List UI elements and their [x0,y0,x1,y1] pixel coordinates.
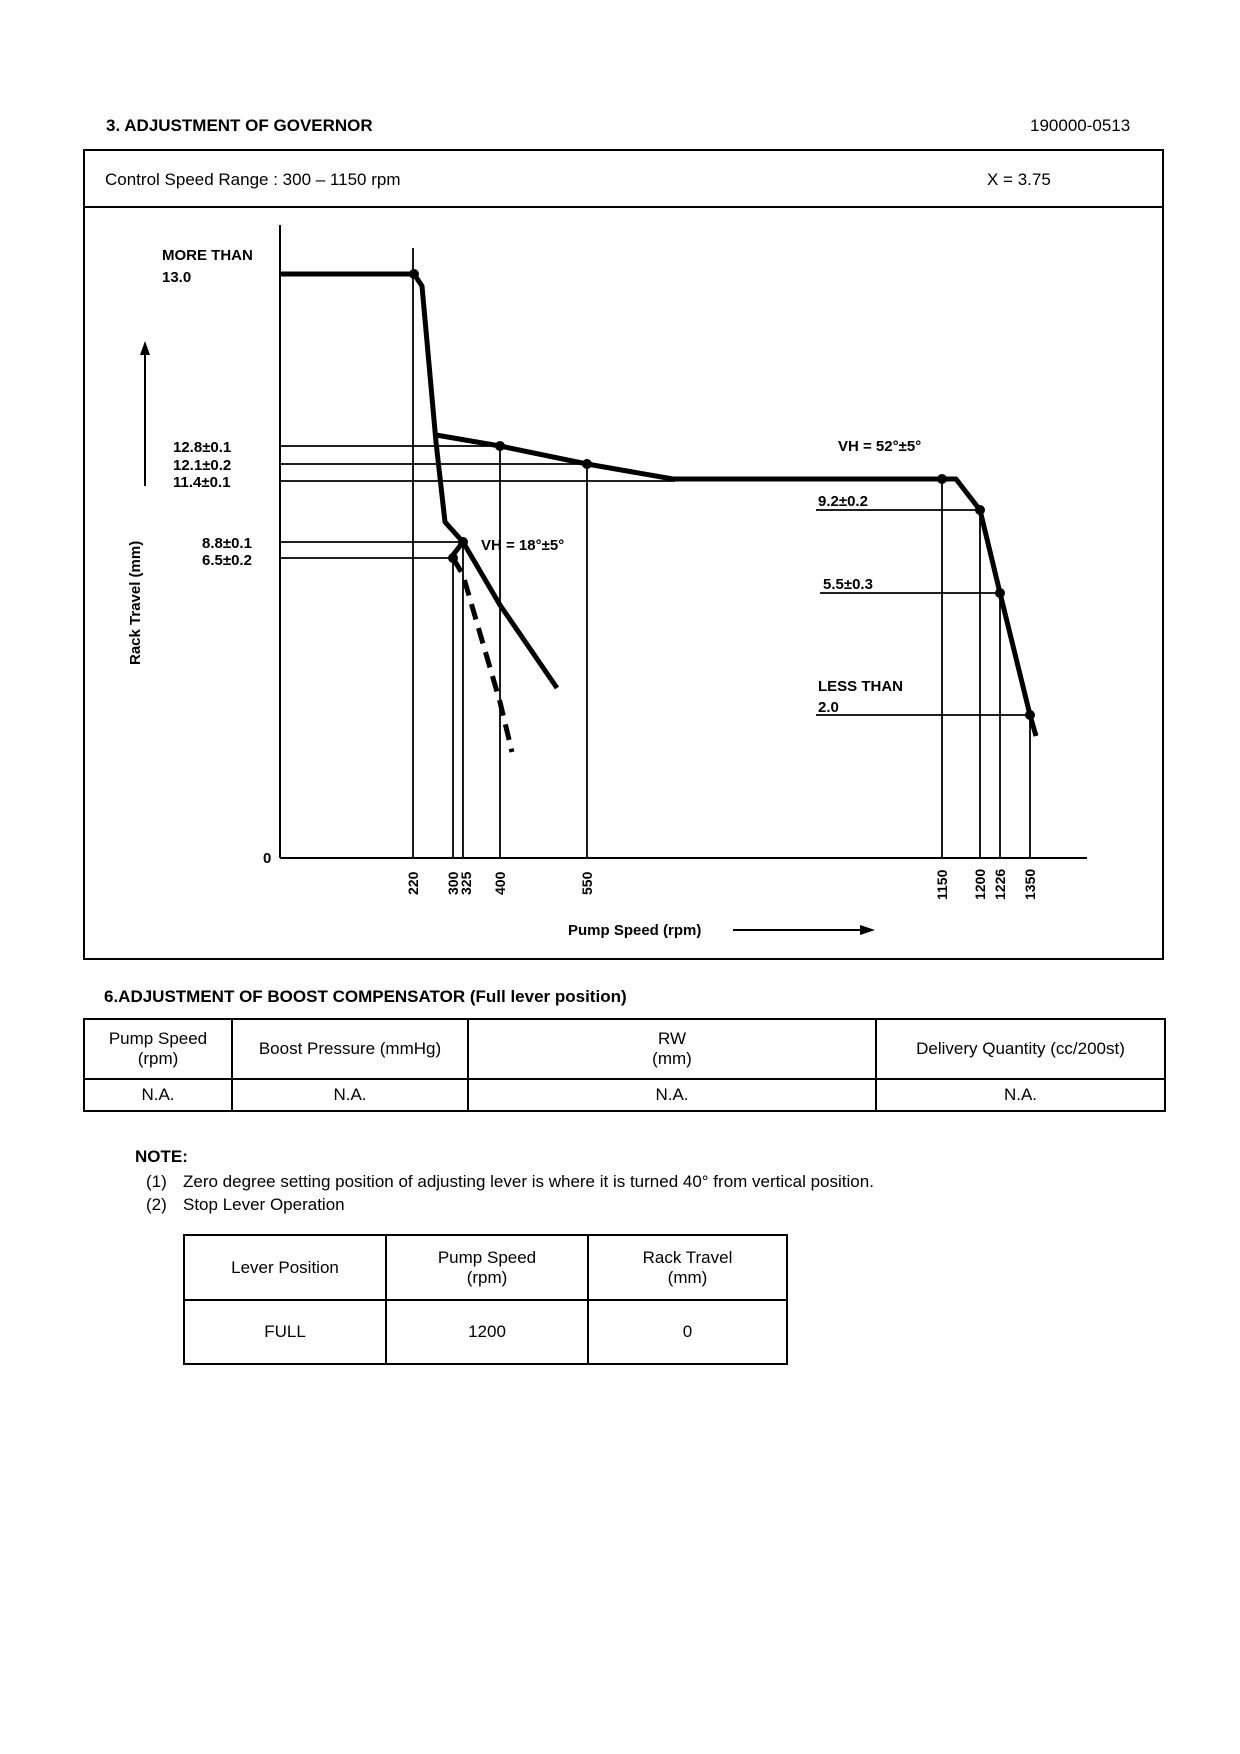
y-axis-title: Rack Travel (mm) [127,540,144,665]
y-origin-label: 0 [263,850,272,867]
table-cell: N.A. [468,1079,876,1111]
x-tick-label: 1150 [934,869,950,900]
x-tick-label: 1200 [972,868,988,900]
table-cell: N.A. [232,1079,468,1111]
table-header-cell: Pump Speed (rpm) [84,1019,232,1079]
note-number: (2) [146,1195,167,1214]
control-speed-range: Control Speed Range : 300 – 1150 rpm [105,170,401,189]
annotation-label: VH = 52°±5° [838,438,922,455]
table-header-cell: Rack Travel (mm) [588,1235,787,1300]
data-point [1025,710,1035,720]
x-tick-label: 400 [492,871,508,895]
x-axis-arrowhead [860,925,875,935]
note-heading: NOTE: [135,1147,188,1166]
x-value: X = 3.75 [987,170,1051,189]
x-tick-label: 220 [405,871,421,895]
data-point [448,553,458,563]
y-tick-label: 11.4±0.1 [173,474,231,491]
y-tick-label: 12.8±0.1 [173,439,232,456]
table-cell: 1200 [386,1300,588,1364]
table-cell: FULL [184,1300,386,1364]
x-tick-label: 1226 [992,868,1008,900]
note-number: (1) [146,1172,167,1191]
series-line [453,558,512,752]
table-header-cell: Pump Speed (rpm) [386,1235,588,1300]
governor-box-divider [83,206,1164,208]
governor-chart [120,220,1090,955]
table-header-cell: Lever Position [184,1235,386,1300]
data-point [495,441,505,451]
data-point [409,269,419,279]
y-tick-label: MORE THAN [162,247,253,264]
x-tick-label: 1350 [1022,868,1038,900]
x-tick-label: 325 [458,871,474,895]
table-header-cell: Delivery Quantity (cc/200st) [876,1019,1165,1079]
table-header-row [84,1019,1165,1079]
data-point [995,588,1005,598]
boost-section-title: 6.ADJUSTMENT OF BOOST COMPENSATOR (Full lever position) [104,987,627,1006]
table-cell: 0 [588,1300,787,1364]
annotation-label: 9.2±0.2 [818,493,868,510]
annotation-label: VH = 18°±5° [481,537,565,554]
y-tick-label: 12.1±0.2 [173,457,232,474]
stop-lever-table [183,1234,788,1365]
note-text: Stop Lever Operation [183,1195,345,1214]
data-point [458,537,468,547]
x-axis-title: Pump Speed (rpm) [568,922,702,939]
data-point [582,459,592,469]
series-line [453,542,557,688]
y-tick-label: 13.0 [162,269,192,286]
table-row [184,1300,787,1364]
table-header-cell: Boost Pressure (mmHg) [232,1019,468,1079]
x-tick-label: 300 [445,871,461,895]
table-header-row [184,1235,787,1300]
y-axis-arrowhead [140,341,150,355]
y-tick-label: 8.8±0.1 [202,535,252,552]
note-text: Zero degree setting position of adjusting lever is where it is turned 40° from vertical position. [183,1172,874,1191]
document-code: 190000-0513 [1030,116,1131,135]
data-point [937,474,947,484]
section-title: 3. ADJUSTMENT OF GOVERNOR [106,116,373,135]
series-line [280,274,463,542]
annotation-label: 5.5±0.3 [823,576,873,593]
table-row [84,1079,1165,1111]
data-point [975,505,985,515]
boost-table [83,1018,1166,1112]
annotation-label: LESS THAN [818,678,904,695]
y-tick-label: 6.5±0.2 [202,552,252,569]
table-cell: N.A. [876,1079,1165,1111]
annotation-label: 2.0 [818,699,839,716]
table-header-cell: RW (mm) [468,1019,876,1079]
table-cell: N.A. [84,1079,232,1111]
x-tick-label: 550 [579,871,595,895]
